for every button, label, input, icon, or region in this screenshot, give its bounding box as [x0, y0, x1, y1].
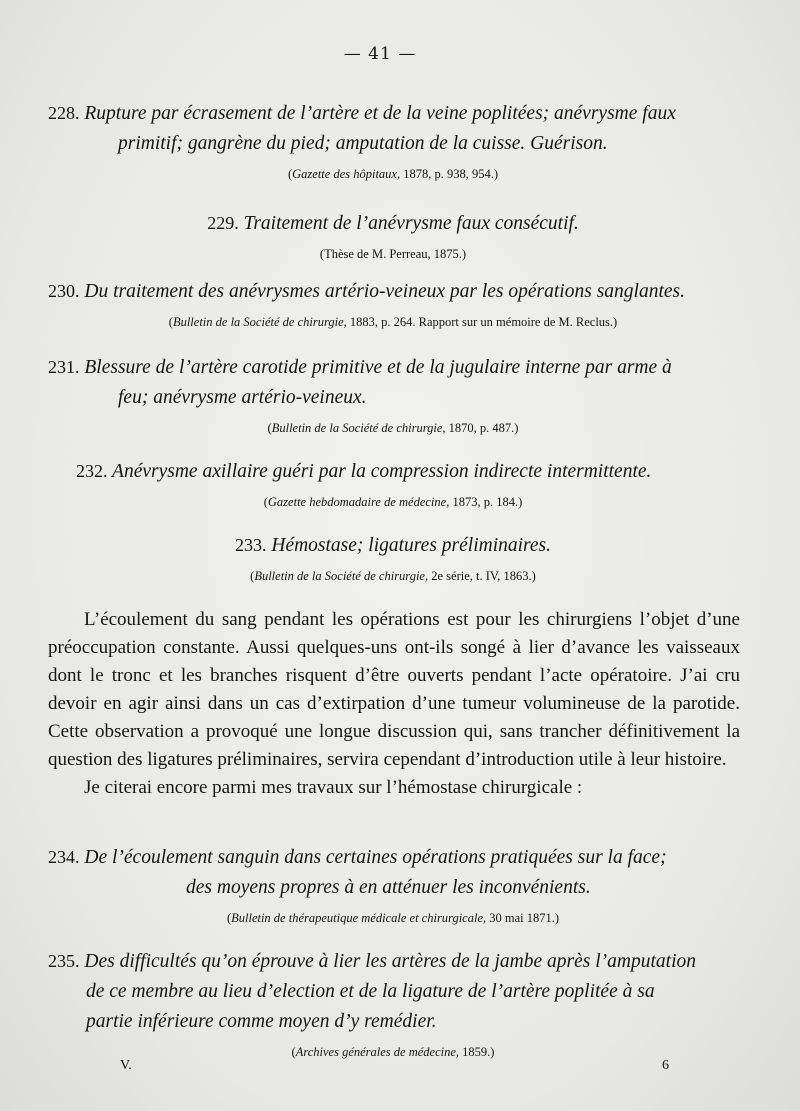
entry-title-continuation: primitif; gangrène du pied; amputation de la cuisse. Guérison. [118, 133, 608, 154]
entry-source [48, 493, 738, 511]
source-paren: ( [250, 569, 255, 583]
entry-title-continuation: partie inférieure comme moyen d’y remédier. [86, 1011, 437, 1032]
entry-234 [48, 842, 738, 927]
entry-number: 234. [48, 847, 80, 867]
entry-title-line: Hémostase; ligatures préliminaires. [271, 535, 552, 556]
source-paren: ( [263, 495, 268, 509]
body-paragraphs [48, 606, 740, 802]
entry-235 [48, 946, 738, 1061]
entry-title-line: Du traitement des anévrysmes artério-veineux par les opérations sanglantes. [84, 281, 685, 302]
entry-number: 232. [76, 461, 108, 481]
entry-title-line: Rupture par écrasement de l’artère et de la veine poplitées; anévrysme faux [84, 103, 676, 124]
body-paragraph: L’écoulement du sang pendant les opérations est pour les chirurgiens l’objet d’une préoccupation constante. Aussi quelques-uns ont-ils songé à lier d’avance les vaisseaux dont le tronc et les branches risquent d’être ouverts pendant l’acte opératoire. J’ai cru devoir en agir ainsi dans un cas d’extirpation d’une tumeur volumineuse de la parotide. Cette observation a provoqué une longue discussion qui, sans trancher définitivement la question des ligatures préliminaires, servira cependant d’introduction utile à leur histoire. [48, 609, 740, 770]
entry-title-line: De l’écoulement sanguin dans certaines opérations pratiquées sur la face; [84, 847, 667, 868]
entry-title [48, 98, 738, 129]
source-journal: Gazette hebdomadaire de médecine, [267, 495, 450, 509]
entry-title [48, 208, 738, 239]
entry-title-line: Blessure de l’artère carotide primitive et de la jugulaire interne par arme à [84, 357, 672, 378]
entry-230 [48, 276, 738, 331]
entry-title-continuation: de ce membre au lieu d’election et de la ligature de l’artère poplitée à sa [86, 981, 655, 1002]
entry-title [48, 456, 738, 487]
source-journal: Bulletin de thérapeutique médicale et chirurgicale, [231, 911, 487, 925]
source-journal: Bulletin de la Société de chirurgie, [172, 315, 347, 329]
entry-number: 233. [234, 535, 267, 555]
entry-source [48, 1043, 738, 1061]
entry-231 [48, 352, 738, 437]
entry-source: (Thèse de M. Perreau, 1875.) [319, 247, 467, 261]
entry-228 [48, 98, 738, 183]
entry-source [48, 165, 738, 183]
source-paren: ( [267, 421, 272, 435]
entry-number: 230. [48, 281, 80, 301]
entry-title [48, 276, 738, 307]
entry-number: 231. [48, 357, 80, 377]
entry-title-continuation: feu; anévrysme artério-veineux. [118, 387, 367, 408]
entry-source [48, 909, 738, 927]
source-paren: ( [287, 167, 293, 181]
source-journal: Bulletin de la Société de chirurgie, [271, 421, 446, 435]
entry-title-continuation: des moyens propres à en atténuer les inconvénients. [186, 877, 591, 898]
source-journal: Gazette des hôpitaux, [292, 167, 401, 181]
entry-229 [48, 208, 738, 263]
entry-title [48, 946, 738, 977]
sheet-number: 6 [662, 1058, 669, 1073]
entry-title-line: Des difficultés qu’on éprouve à lier les artères de la jambe après l’amputation [84, 951, 696, 972]
entry-number: 235. [48, 951, 80, 971]
entry-source [48, 313, 738, 331]
source-paren: ( [226, 911, 232, 925]
source-journal: Archives générales de médecine, [295, 1045, 460, 1059]
body-paragraph: Je citerai encore parmi mes travaux sur l’hémostase chirurgicale : [84, 777, 583, 798]
entry-source [48, 567, 738, 585]
page-number: — 41 — [343, 44, 417, 64]
source-journal: Bulletin de la Société de chirurgie, [254, 569, 429, 583]
signature-mark: V. [120, 1058, 132, 1073]
entry-title [48, 842, 738, 873]
entry-title [48, 352, 738, 383]
entry-source [48, 419, 738, 437]
entry-title [48, 530, 738, 561]
entry-233 [48, 530, 738, 585]
source-details: 2e série, t. IV, 1863.) [431, 569, 536, 583]
entry-title-line: Traitement de l’anévrysme faux consécutif. [243, 213, 579, 234]
source-details: 1859.) [462, 1045, 495, 1059]
entry-title-line: Anévrysme axillaire guéri par la compression indirecte intermittente. [112, 461, 652, 482]
entry-number: 228. [48, 103, 80, 123]
source-details: 1883, p. 264. Rapport sur un mémoire de M. Reclus.) [349, 315, 618, 329]
source-details: 1873, p. 184.) [452, 495, 523, 509]
source-details: 1870, p. 487.) [448, 421, 519, 435]
entry-number: 229. [207, 213, 239, 233]
source-paren: ( [291, 1045, 296, 1059]
source-details: 1878, p. 938, 954.) [403, 167, 499, 181]
source-details: 30 mai 1871.) [489, 911, 560, 925]
entry-232 [48, 456, 738, 511]
source-paren: ( [168, 315, 173, 329]
